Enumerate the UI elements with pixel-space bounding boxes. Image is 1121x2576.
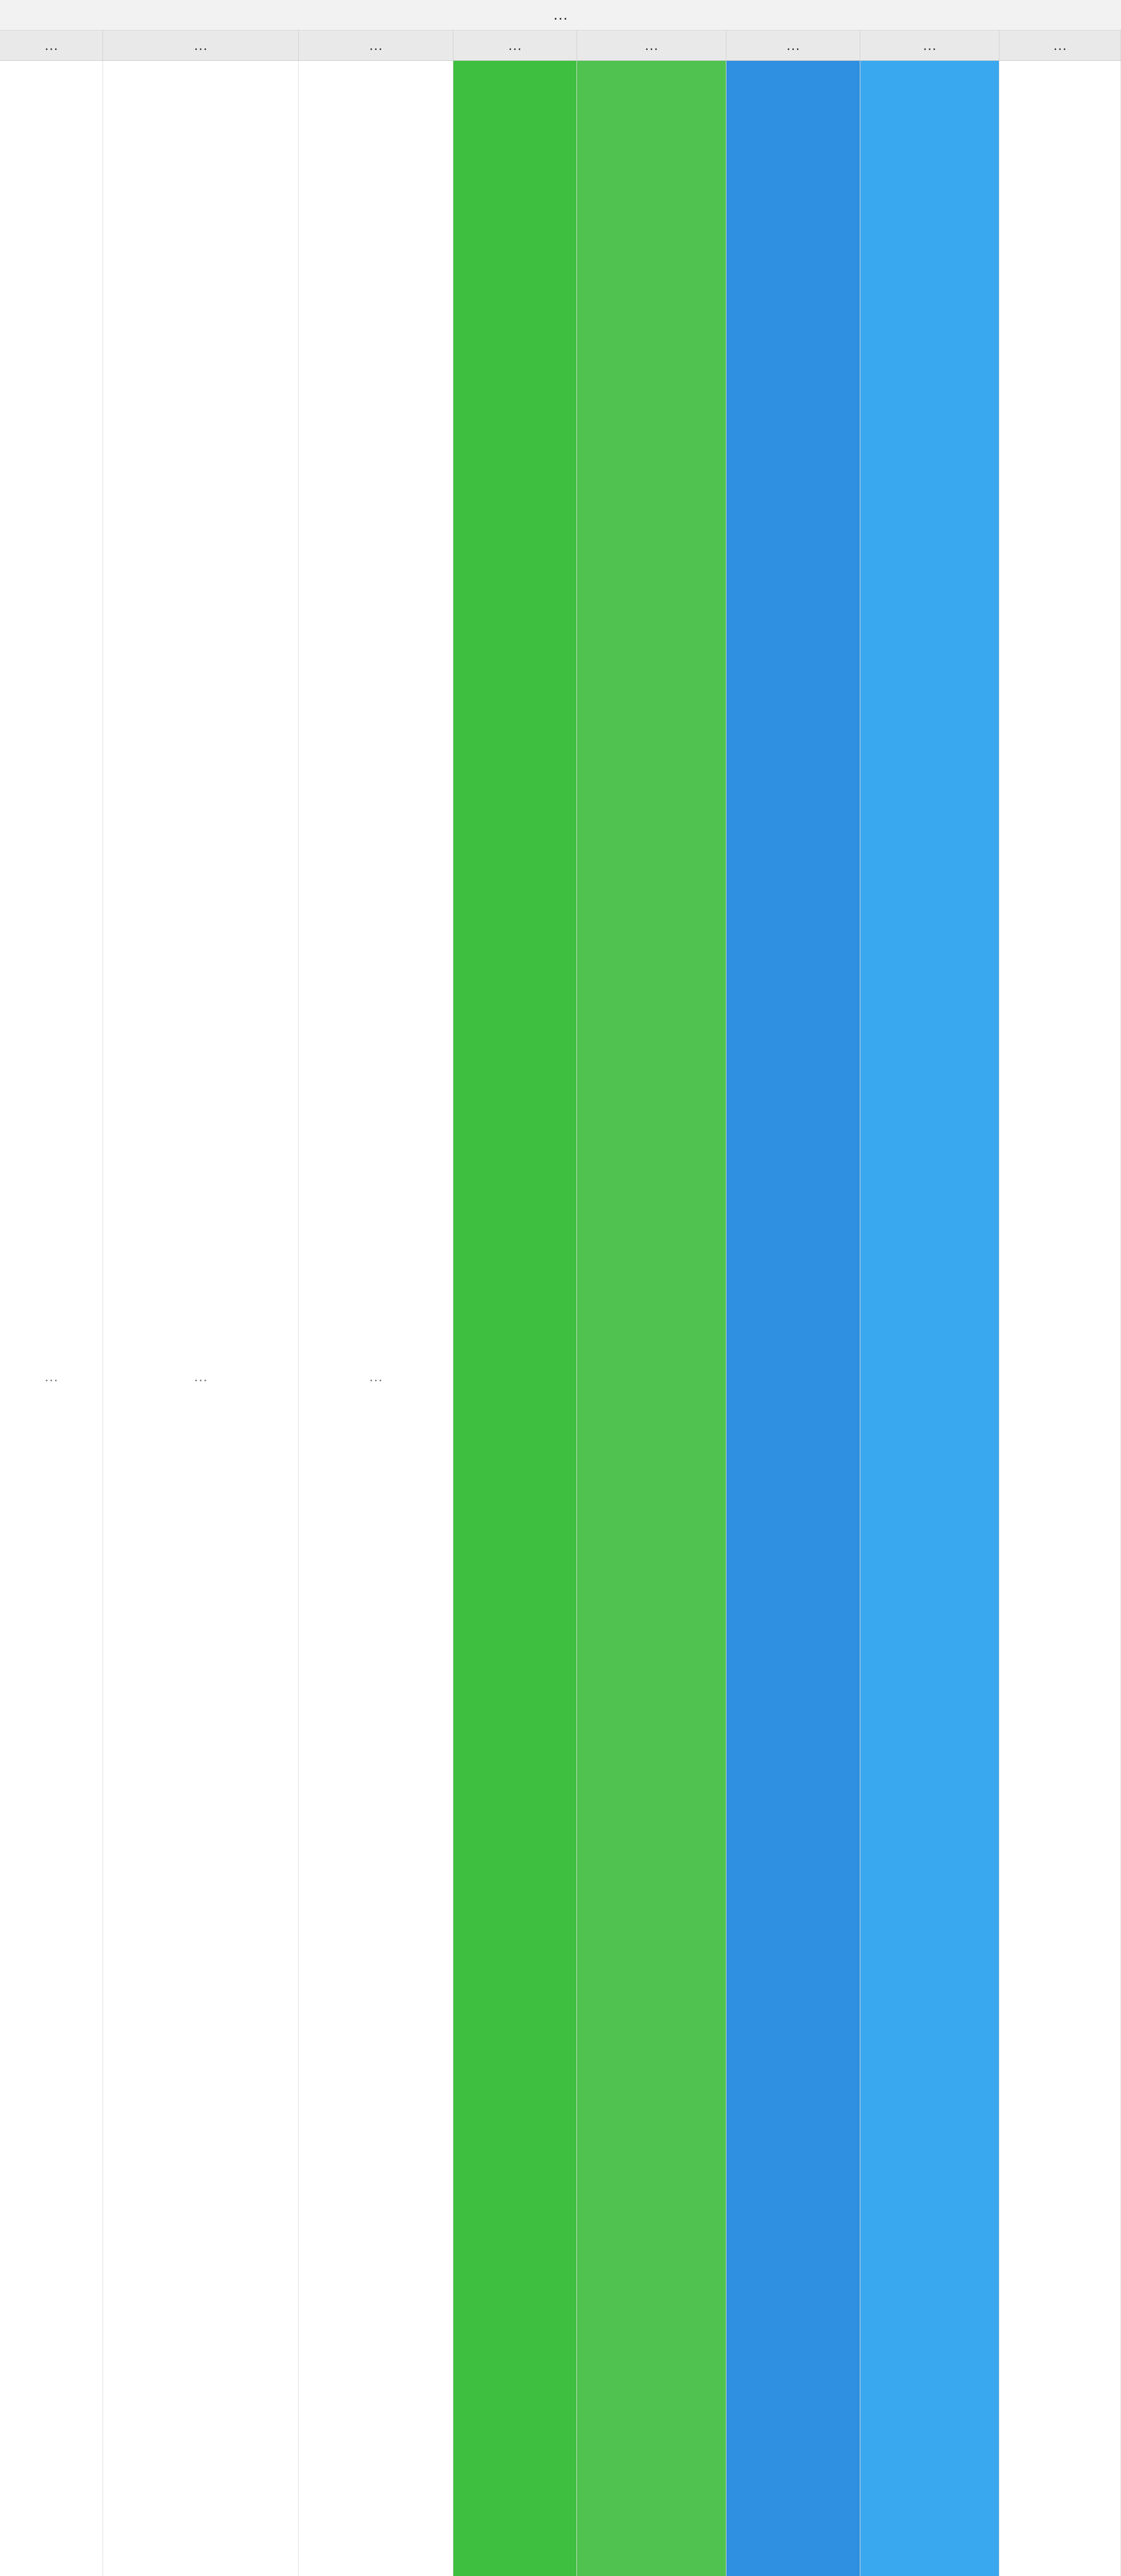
column-header: … xyxy=(577,30,726,60)
type-column xyxy=(299,61,453,2576)
column-header: … xyxy=(453,30,577,60)
index-column xyxy=(0,61,103,2576)
column-placeholder: … xyxy=(44,1368,59,1384)
column-header: … xyxy=(999,30,1121,60)
column-header: … xyxy=(726,30,860,60)
column-header: … xyxy=(860,30,999,60)
avg-speed-column xyxy=(726,61,860,2576)
node-name-column xyxy=(103,61,299,2576)
column-placeholder: … xyxy=(193,1368,208,1384)
column-header: … xyxy=(0,30,103,60)
column-header: … xyxy=(299,30,453,60)
max-speed-column xyxy=(860,61,999,2576)
table-header xyxy=(0,30,1121,61)
per-second-speed-column xyxy=(999,61,1121,2576)
results-table xyxy=(0,30,1121,2576)
column-placeholder: … xyxy=(368,1368,383,1384)
tls-rtt-column xyxy=(453,61,577,2576)
table-body xyxy=(0,61,1121,2576)
column-header: … xyxy=(103,30,299,60)
window-title: … xyxy=(0,0,1121,30)
https-delay-column xyxy=(577,61,726,2576)
